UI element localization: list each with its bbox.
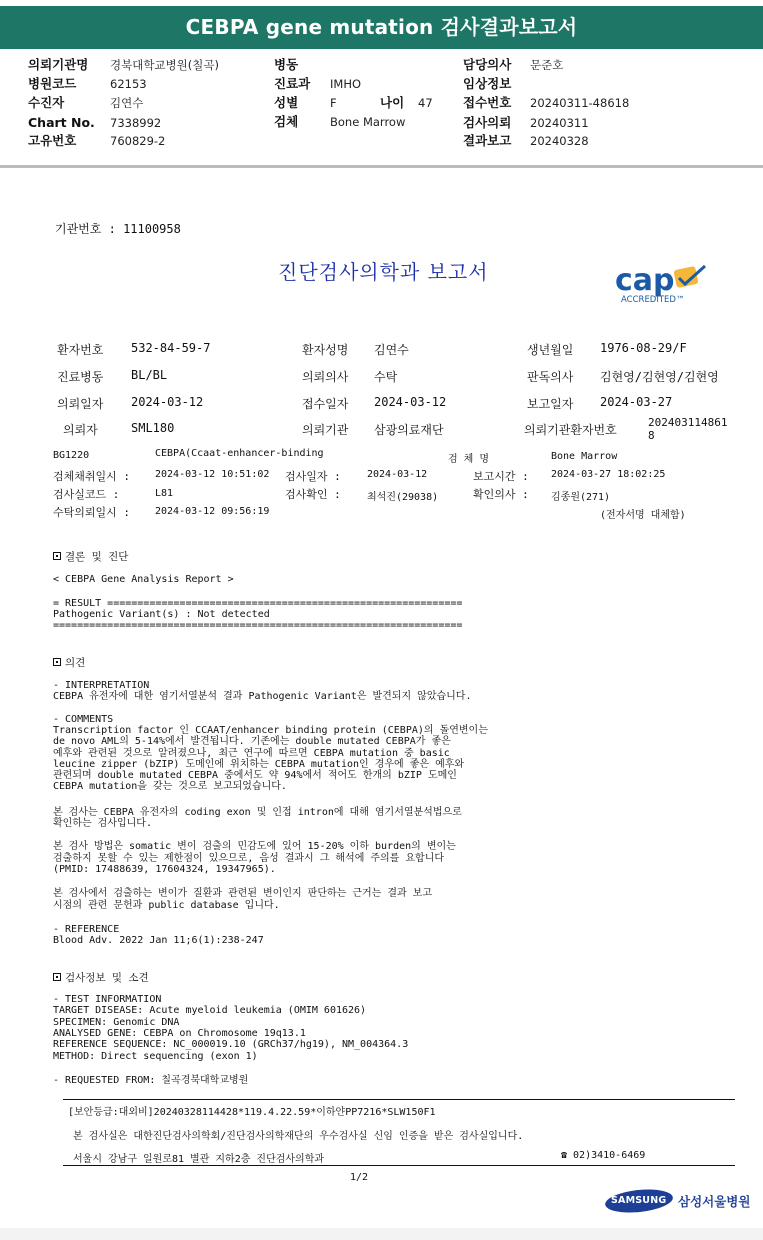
method-line: 확인하는 검사입니다. — [53, 818, 152, 829]
header-label-ward: 병동 — [274, 57, 299, 72]
patient-no-value: 532-84-59-7 — [131, 341, 211, 355]
test-code: BG1220 — [53, 450, 90, 461]
header-value-specimen: Bone Marrow — [330, 115, 406, 129]
birthdate-value: 1976-08-29/F — [600, 341, 687, 355]
result-value: Pathogenic Variant(s) : Not detected — [53, 609, 270, 620]
patient-name-label: 환자성명 — [302, 343, 349, 357]
exam-confirm-label: 검사확인 : — [285, 488, 341, 501]
reading-doctor-label: 판독의사 — [527, 370, 574, 384]
header-label-physician: 담당의사 — [463, 57, 512, 72]
report-date-value: 2024-03-27 — [600, 395, 673, 409]
certification-line: 본 검사실은 대한진단검사의학회/진단검사의학재단의 우수검사실 신임 인증을 받은 검사실입니다. — [73, 1131, 524, 1142]
report-time-value: 2024-03-27 18:02:25 — [551, 469, 666, 480]
section-bullet-icon — [53, 658, 61, 666]
collect-time-value: 2024-03-12 10:51:02 — [155, 469, 270, 480]
exam-date-value: 2024-03-12 — [367, 469, 428, 480]
receipt-date-value: 2024-03-12 — [374, 395, 447, 409]
header-value-chart-no: 7338992 — [110, 116, 162, 130]
report-title: 진단검사의학과 보고서 — [278, 260, 489, 284]
interpretation-head: - INTERPRETATION — [53, 680, 150, 691]
institution-patient-no-value: 202403114861 — [648, 416, 728, 429]
header-label-age: 나이 — [380, 95, 405, 110]
requesting-doctor-label: 의뢰의사 — [302, 370, 349, 384]
institution-number-value: 11100958 — [123, 222, 181, 236]
institution-patient-no-value-cont: 8 — [648, 429, 655, 442]
samsung-text: SAMSUNG — [611, 1195, 667, 1206]
report-banner — [0, 0, 763, 52]
header-label-request-date: 검사의뢰 — [463, 115, 512, 130]
requester-value: SML180 — [131, 421, 175, 435]
comments-head: - COMMENTS — [53, 714, 114, 725]
header-label-institution: 의뢰기관명 — [28, 57, 89, 72]
test-info-line: REFERENCE SEQUENCE: NC_000019.10 (GRCh37/hg19), NM_004364.3 — [53, 1039, 409, 1050]
section-bullet-icon — [53, 552, 61, 560]
header-label-receipt-no: 접수번호 — [463, 95, 512, 110]
header-value-hospital-code: 62153 — [110, 77, 147, 91]
requesting-doctor-value: 수탁 — [374, 370, 398, 384]
section-conclusion — [53, 549, 128, 564]
header-label-hospital-code: 병원코드 — [28, 76, 77, 91]
header-value-sex: F — [330, 96, 337, 110]
basis-line: 시점의 관련 문헌과 public database 입니다. — [53, 900, 280, 911]
address-line: 서울시 강남구 일원로81 별관 지하2층 진단검사의학과 — [73, 1154, 325, 1165]
comments-line: Transcription factor 인 CCAAT/enhancer binding protein (CEBPA)의 돌연변이는 — [53, 725, 488, 736]
cap-accredited-text: ACCREDITED™ — [621, 295, 685, 305]
exam-confirm-value: 최석진(29038) — [367, 492, 439, 503]
consign-time-label: 수탁의뢰일시 : — [53, 506, 131, 519]
specimen-name-label: 검 체 명 — [448, 454, 490, 465]
comments-line: 예후와 관련된 것으로 알려졌으나, 최근 연구에 따르면 CEBPA mutation 중 basic — [53, 748, 450, 759]
footer-bottom-line — [63, 1165, 735, 1166]
cap-accredited-logo — [613, 264, 713, 308]
test-info-line: METHOD: Direct sequencing (exon 1) — [53, 1051, 258, 1062]
banner-title: CEBPA gene mutation 검사결과보고서 — [0, 6, 763, 49]
header-label-result-date: 결과보고 — [463, 133, 512, 148]
header-value-patient: 김연수 — [110, 96, 144, 110]
specimen-name-value: Bone Marrow — [551, 451, 618, 462]
comments-line: de novo AML의 5-14%에서 발견됩니다. 기존에는 double mutated CEBPA가 좋은 — [53, 736, 451, 747]
hospital-name: 삼성서울병원 — [678, 1194, 751, 1209]
consign-time-value: 2024-03-12 09:56:19 — [155, 506, 270, 517]
report-date-label: 보고일자 — [527, 397, 574, 411]
header-value-result-date: 20240328 — [530, 134, 589, 148]
section-test-info-title: 검사정보 및 소견 — [65, 972, 149, 984]
limitation-line: 검출하지 못할 수 있는 제한점이 있으므로, 음성 결과시 그 해석에 주의를 요합니다 — [53, 853, 445, 864]
phone-line: ☎ 02)3410-6469 — [561, 1150, 646, 1161]
header-value-institution: 경북대학교병원(칠곡) — [110, 58, 219, 72]
header-label-unique-no: 고유번호 — [28, 133, 77, 148]
test-info-line: - TEST INFORMATION — [53, 994, 162, 1005]
lab-code-label: 검사실코드 : — [53, 488, 120, 501]
header-label-sex: 성별 — [274, 95, 299, 110]
result-end-line: ==================================================================== — [53, 620, 463, 631]
reference-text: Blood Adv. 2022 Jan 11;6(1):238-247 — [53, 935, 264, 946]
patient-name-value: 김연수 — [374, 343, 409, 357]
section-opinion — [53, 655, 85, 670]
header-label-patient: 수진자 — [28, 95, 65, 110]
lab-code-value: L81 — [155, 488, 174, 499]
ward-label: 진료병동 — [57, 370, 104, 384]
esign-note: (전자서명 대체함) — [600, 510, 686, 521]
header-label-clinical-info: 임상정보 — [463, 76, 512, 91]
samsung-logo — [604, 1188, 674, 1214]
collect-time-label: 검체채취일시 : — [53, 470, 131, 483]
limitation-line: 본 검사 방법은 somatic 변이 검출의 민감도에 있어 15-20% 이하 burden의 변이는 — [53, 841, 456, 852]
header-value-request-date: 20240311 — [530, 116, 589, 130]
analysis-report-name: < CEBPA Gene Analysis Report > — [53, 574, 234, 585]
section-opinion-title: 의견 — [65, 657, 86, 669]
footer-top-line — [63, 1099, 735, 1100]
birthdate-label: 생년월일 — [527, 343, 574, 357]
header-value-physician: 문준호 — [530, 58, 564, 72]
confirm-doctor-value: 김종원(271) — [551, 492, 611, 503]
header-label-chart-no: Chart No. — [28, 115, 95, 130]
requesting-institution-label: 의뢰기관 — [302, 423, 349, 437]
report-time-label: 보고시간 : — [473, 470, 529, 483]
institution-patient-no-label: 의뢰기관환자번호 — [524, 423, 617, 437]
security-line: [보안등급:대외비]20240328114428*119.4.22.59*이하얀PP7216*SLW150F1 — [68, 1107, 436, 1118]
cap-sub: ACCREDITED — [621, 295, 676, 305]
page-number: 1/2 — [350, 1172, 369, 1183]
test-info-line: SPECIMEN: Genomic DNA — [53, 1017, 180, 1028]
requested-from: - REQUESTED FROM: 칠곡경북대학교병원 — [53, 1075, 249, 1086]
section-bullet-icon — [53, 973, 61, 981]
requesting-institution-value: 삼광의료재단 — [374, 423, 444, 437]
result-line: = RESULT =========================================================== — [53, 598, 463, 609]
header-label-specimen: 검체 — [274, 114, 299, 129]
basis-line: 본 검사에서 검출하는 변이가 질환과 관련된 변이인지 판단하는 근거는 결과 보고 — [53, 888, 432, 899]
method-line: 본 검사는 CEBPA 유전자의 coding exon 및 인접 intron에 대해 염기서열분석법으로 — [53, 807, 462, 818]
header-value-unique-no: 760829-2 — [110, 134, 166, 148]
request-date-value: 2024-03-12 — [131, 395, 204, 409]
header-value-age: 47 — [418, 96, 433, 110]
test-info-line: TARGET DISEASE: Acute myeloid leukemia (OMIM 601626) — [53, 1005, 367, 1016]
test-info-line: ANALYSED GENE: CEBPA on Chromosome 19q13.1 — [53, 1028, 306, 1039]
cap-text: cap — [615, 263, 675, 298]
comments-line: CEBPA mutation을 갖는 것으로 보고되었습니다. — [53, 781, 287, 792]
test-name: CEBPA(Ccaat-enhancer-binding — [155, 448, 324, 459]
patient-no-label: 환자번호 — [57, 343, 104, 357]
request-date-label: 의뢰일자 — [57, 397, 104, 411]
reading-doctor-value: 김현영/김현영/김현영 — [600, 370, 719, 384]
comments-line: leucine zipper (bZIP) 도메인에 위치하는 CEBPA mutation인 경우에 좋은 예후와 — [53, 759, 465, 770]
comments-line: 관련되며 double mutated CEBPA 중에서도 약 94%에서 적어도 한개의 bZIP 도메인 — [53, 770, 457, 781]
header-value-receipt-no: 20240311-48618 — [530, 96, 630, 110]
section-test-info — [53, 970, 149, 985]
interpretation-text: CEBPA 유전자에 대한 염기서열분석 결과 Pathogenic Variant은 발견되지 않았습니다. — [53, 691, 472, 702]
institution-number — [55, 220, 181, 237]
institution-number-label: 기관번호 : — [55, 222, 116, 236]
requester-label: 의뢰자 — [63, 423, 98, 437]
receipt-date-label: 접수일자 — [302, 397, 349, 411]
header-label-department: 진료과 — [274, 76, 311, 91]
reference-head: - REFERENCE — [53, 924, 120, 935]
header-value-department: IMHO — [330, 77, 362, 91]
limitation-line: (PMID: 17488639, 17604324, 19347965). — [53, 864, 276, 875]
report-paper — [0, 168, 763, 1228]
exam-date-label: 검사일자 : — [285, 470, 341, 483]
confirm-doctor-label: 확인의사 : — [473, 488, 529, 501]
ward-value: BL/BL — [131, 368, 168, 382]
header-info-panel — [0, 52, 763, 165]
section-conclusion-title: 결론 및 진단 — [65, 551, 129, 563]
